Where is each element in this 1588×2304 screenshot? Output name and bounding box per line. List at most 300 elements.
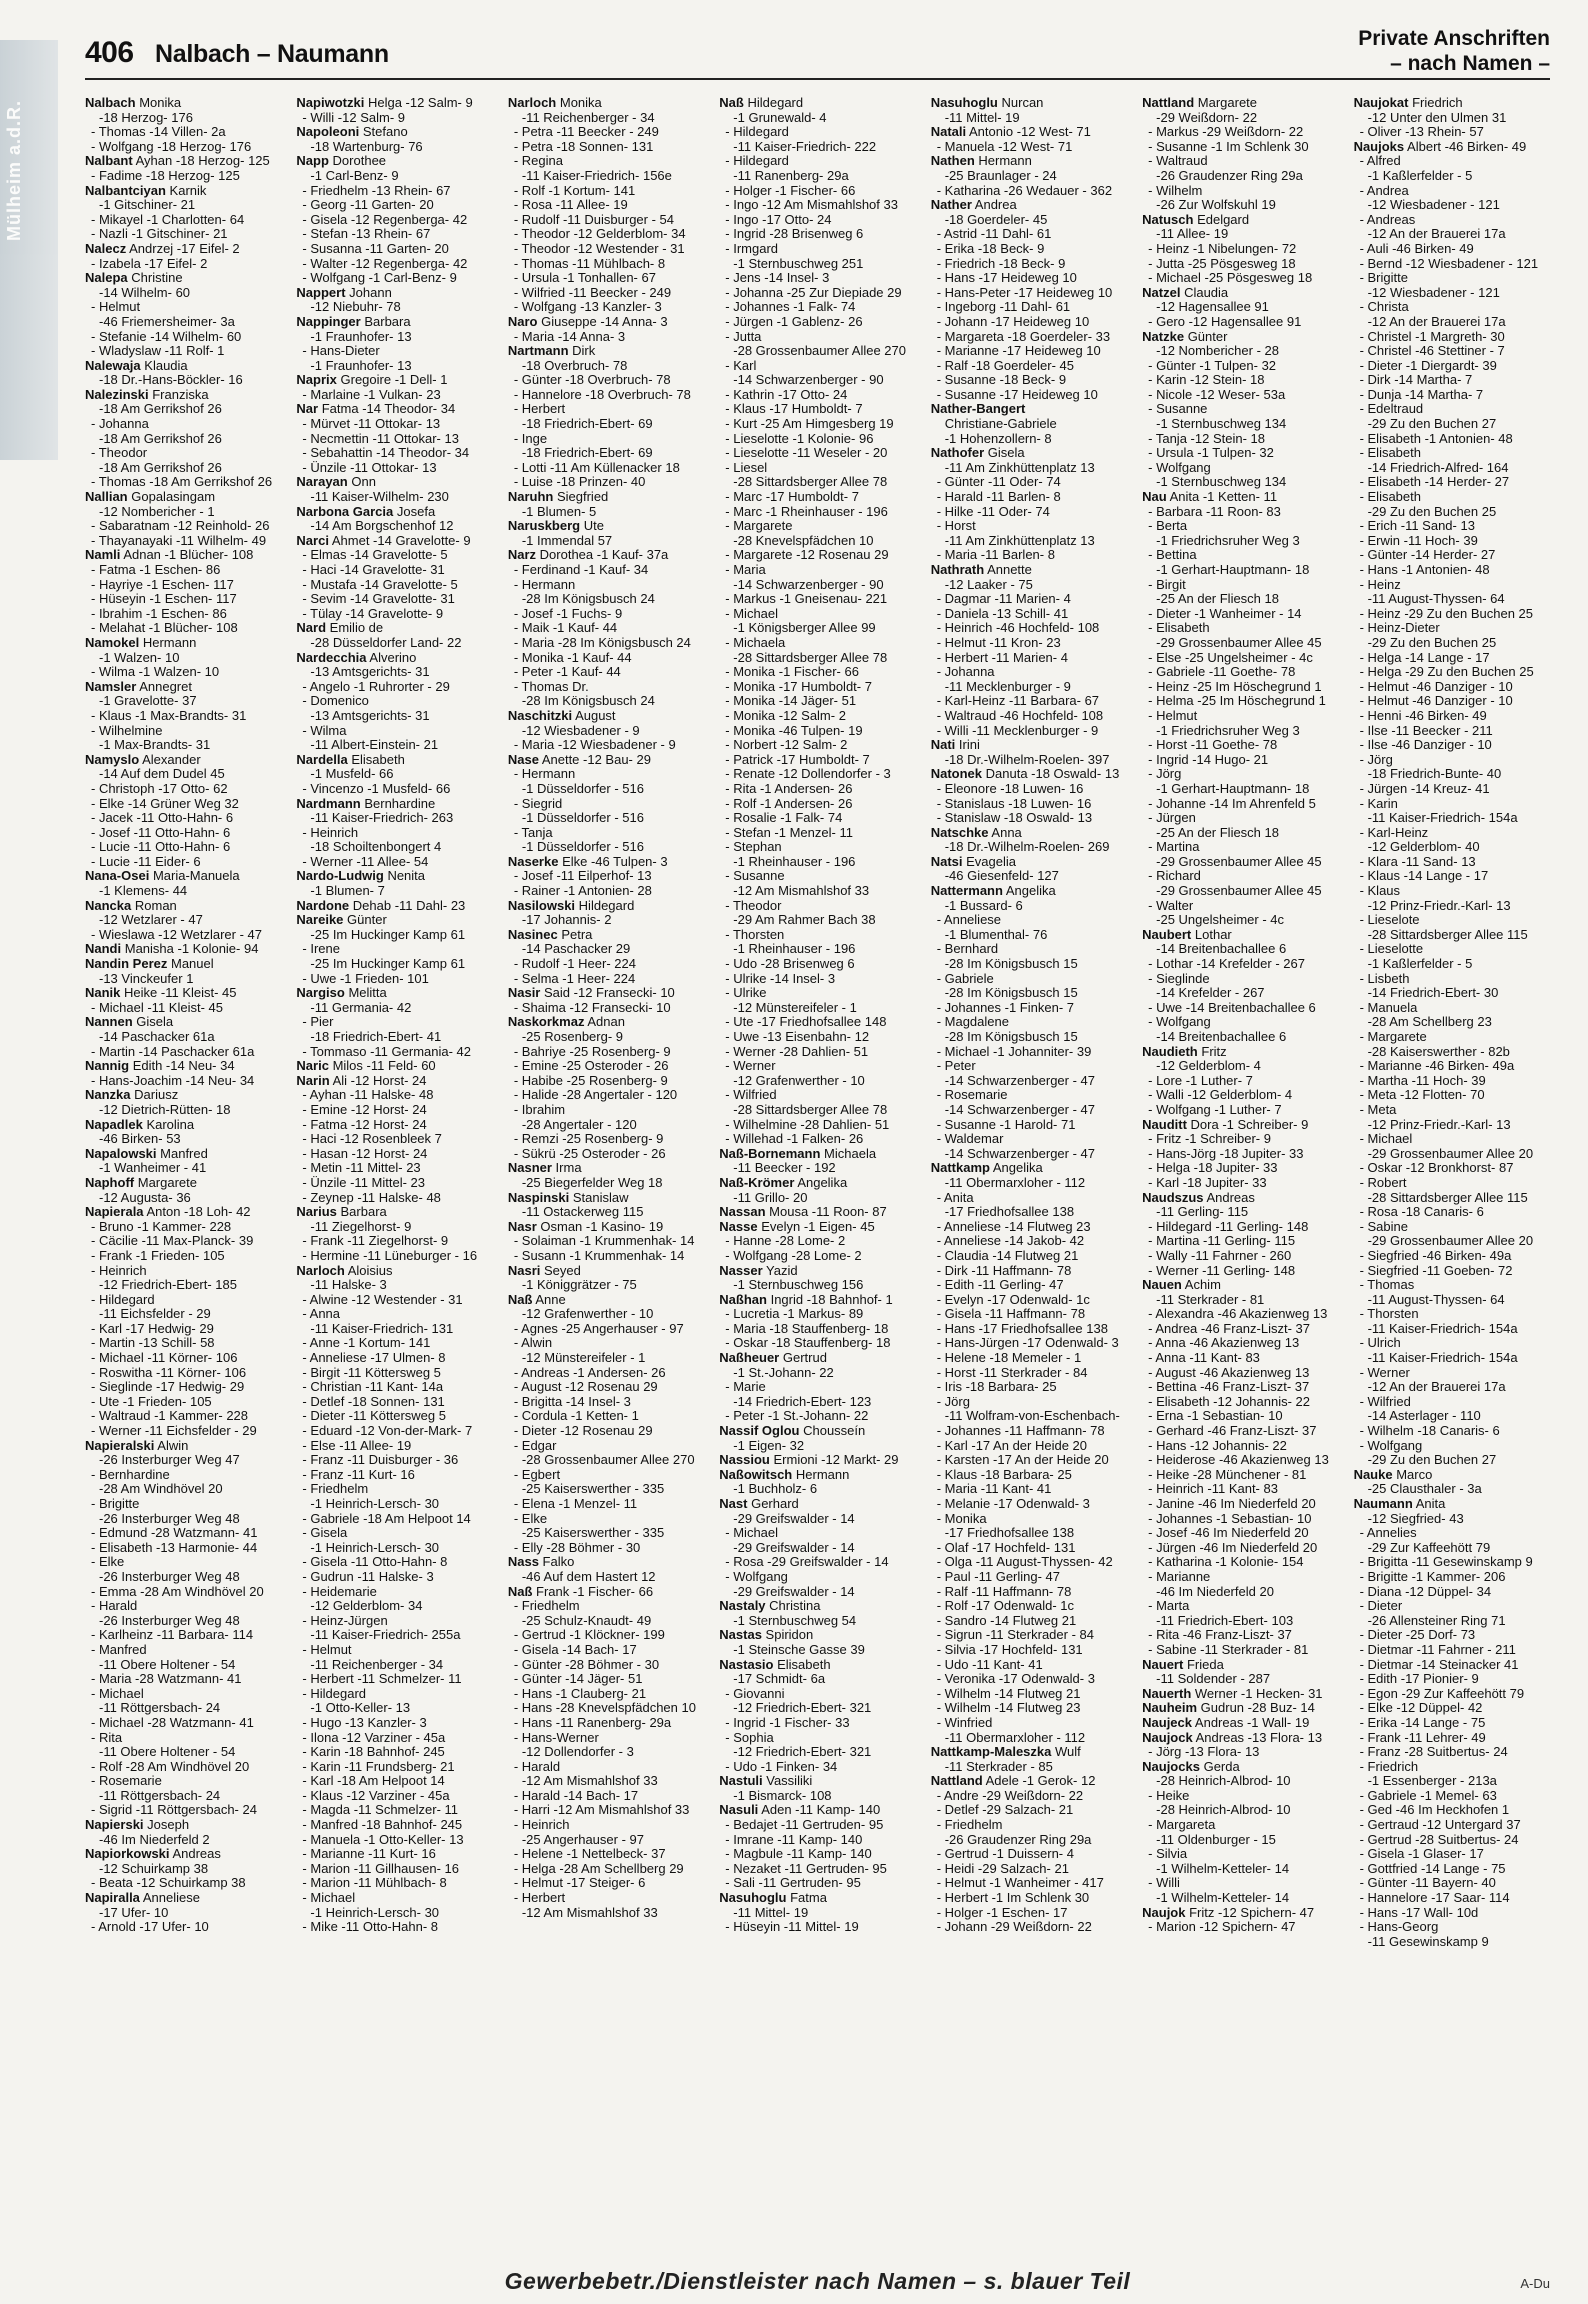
entry-text: - Jörg bbox=[1148, 766, 1182, 782]
entry-text: -28 Im Königsbusch 15 bbox=[944, 956, 1078, 972]
directory-entry-line bbox=[931, 548, 1132, 563]
directory-entry-line bbox=[508, 1599, 709, 1614]
directory-entry-line bbox=[85, 782, 286, 797]
directory-entry-line bbox=[1354, 475, 1555, 490]
directory-entry-line bbox=[719, 1847, 920, 1862]
directory-entry-line bbox=[719, 1555, 920, 1570]
entry-text: - Detlef -18 Sonnen- 131 bbox=[302, 1393, 445, 1409]
directory-entry-line bbox=[296, 1599, 497, 1614]
directory-entry bbox=[931, 826, 1132, 841]
entry-text: - Franz -28 Suitbertus- 24 bbox=[1359, 1744, 1508, 1760]
directory-entry-line bbox=[719, 1716, 920, 1731]
entry-text: - Stanislaw -18 Oswald- 13 bbox=[936, 810, 1093, 826]
directory-entry-line bbox=[508, 402, 709, 417]
surname: Narius bbox=[296, 1204, 337, 1220]
entry-text: - Andrea bbox=[1359, 182, 1409, 198]
entry-text: - Frank -1 Frieden- 105 bbox=[91, 1247, 225, 1263]
directory-entry-line bbox=[1354, 1103, 1555, 1118]
entry-text: -12 Münstereifeler - 1 bbox=[733, 999, 857, 1015]
directory-entry bbox=[508, 1264, 709, 1279]
directory-entry-line bbox=[296, 1643, 497, 1658]
entry-text: Adnan bbox=[587, 1014, 625, 1030]
entry-text: - Werner -11 Allee- 54 bbox=[302, 853, 429, 869]
directory-entry-line bbox=[931, 1176, 1132, 1191]
directory-entry-line bbox=[508, 1205, 709, 1220]
surname: Naujok bbox=[1142, 1904, 1186, 1920]
entry-text: - Ute -1 Frieden- 105 bbox=[91, 1393, 212, 1409]
directory-entry-line bbox=[508, 1774, 709, 1789]
entry-text: Osman -1 Kasino- 19 bbox=[540, 1218, 664, 1234]
entry-text: - Inge bbox=[513, 430, 548, 446]
directory-entry-line bbox=[931, 140, 1132, 155]
entry-text: - Michael bbox=[725, 1525, 779, 1541]
directory-entry-line bbox=[931, 1803, 1132, 1818]
entry-text: Angelika bbox=[992, 1160, 1043, 1176]
entry-text: - Heinz -25 Im Höschegrund 1 bbox=[1148, 678, 1322, 694]
directory-entry-line bbox=[1142, 1876, 1343, 1891]
entry-text: - Karin -18 Bahnhof- 245 bbox=[302, 1744, 445, 1760]
directory-entry-line bbox=[1142, 154, 1343, 169]
directory-entry-line bbox=[1354, 1614, 1555, 1629]
directory-entry bbox=[1142, 928, 1343, 943]
entry-text: - Brigitte bbox=[91, 1496, 140, 1511]
entry-text: - Christel -46 Stettiner - 7 bbox=[1359, 343, 1505, 359]
directory-entry-line bbox=[1142, 1745, 1343, 1760]
entry-text: -12 Grafenwerther - 10 bbox=[733, 1072, 865, 1088]
directory-entry-line bbox=[1354, 884, 1555, 899]
directory-entry bbox=[296, 373, 497, 388]
directory-entry-line bbox=[1142, 621, 1343, 636]
entry-text: -29 Greifswalder - 14 bbox=[733, 1539, 855, 1555]
entry-text: - Kurt -25 Am Himgesberg 19 bbox=[725, 416, 894, 432]
directory-entry bbox=[85, 957, 286, 972]
directory-entry-line bbox=[931, 1424, 1132, 1439]
entry-text: - Lieselotte bbox=[1359, 941, 1424, 957]
entry-text: -29 Greifswalder - 14 bbox=[733, 1583, 855, 1599]
entry-text: -1 Düsseldorfer - 516 bbox=[521, 839, 644, 855]
directory-entry-line bbox=[85, 1833, 286, 1848]
entry-text: Karolina bbox=[146, 1116, 195, 1132]
directory-entry-line bbox=[296, 1555, 497, 1570]
entry-text: - Herbert bbox=[513, 401, 566, 417]
entry-text: - Helmut -46 Danziger - 10 bbox=[1359, 693, 1513, 709]
directory-entry-line bbox=[508, 111, 709, 126]
entry-text: -12 Wiesbadener - 9 bbox=[521, 722, 640, 738]
directory-entry-line bbox=[1354, 1015, 1555, 1030]
directory-entry bbox=[85, 1891, 286, 1906]
surname: Nardone bbox=[296, 897, 350, 913]
entry-text: - Helga -28 Am Schellberg 29 bbox=[513, 1860, 684, 1876]
surname: Nather-Bangert bbox=[930, 401, 1026, 417]
directory-entry-line bbox=[1142, 1336, 1343, 1351]
directory-entry bbox=[931, 446, 1132, 461]
entry-text: - Fadime -18 Herzog- 125 bbox=[91, 167, 240, 183]
directory-entry-line bbox=[1142, 1380, 1343, 1395]
entry-text: -12 Laaker - 75 bbox=[944, 576, 1033, 592]
directory-entry bbox=[719, 1264, 920, 1279]
directory-entry-line bbox=[931, 490, 1132, 505]
entry-text: - Rosemarie bbox=[936, 1087, 1008, 1103]
directory-entry-line bbox=[296, 607, 497, 622]
directory-entry-line bbox=[296, 1803, 497, 1818]
entry-text: -25 Braunlager - 24 bbox=[944, 167, 1057, 183]
directory-entry-line bbox=[931, 271, 1132, 286]
entry-text: - Peter -1 St.-Johann- 22 bbox=[725, 1408, 869, 1424]
entry-text: -12 Friedrich-Ebert- 321 bbox=[733, 1700, 872, 1716]
entry-text: -14 Asterlager - 110 bbox=[1367, 1408, 1481, 1424]
entry-text: -11 Gesewinskamp 9 bbox=[1367, 1933, 1489, 1949]
entry-text: -14 Am Borgschenhof 12 bbox=[310, 518, 454, 534]
entry-text: - Meta bbox=[1359, 1101, 1397, 1117]
directory-entry-line bbox=[1142, 563, 1343, 578]
directory-entry-line bbox=[1354, 1570, 1555, 1585]
directory-entry-line bbox=[508, 1833, 709, 1848]
directory-entry-line bbox=[1354, 1030, 1555, 1045]
surname: Naujokat bbox=[1353, 96, 1409, 110]
directory-entry bbox=[296, 1205, 497, 1220]
section-title bbox=[1358, 26, 1550, 76]
directory-entry-line bbox=[1354, 1395, 1555, 1410]
directory-entry bbox=[1354, 1497, 1555, 1512]
entry-text: - Werner -28 Dahlien- 51 bbox=[725, 1043, 869, 1059]
surname: Nassan bbox=[719, 1204, 766, 1220]
directory-entry-line bbox=[1354, 855, 1555, 870]
entry-text: - Andreas -1 Andersen- 26 bbox=[513, 1364, 666, 1380]
directory-entry-line bbox=[85, 1468, 286, 1483]
entry-text: - Cordula -1 Ketten- 1 bbox=[513, 1408, 639, 1424]
entry-text: -11 Allee- 19 bbox=[1156, 226, 1229, 242]
directory-entry-line bbox=[508, 1526, 709, 1541]
entry-text: - Jürgen -1 Gablenz- 26 bbox=[725, 313, 863, 329]
entry-text: - Wilma -1 Walzen- 10 bbox=[91, 664, 220, 680]
entry-text: - Sabine bbox=[1359, 1218, 1408, 1234]
directory-entry-line bbox=[719, 461, 920, 476]
directory-entry-line bbox=[931, 840, 1132, 855]
directory-entry-line bbox=[508, 738, 709, 753]
directory-entry-line bbox=[508, 1366, 709, 1381]
entry-text: - Silvia -17 Hochfeld- 131 bbox=[936, 1641, 1083, 1657]
directory-entry-line bbox=[85, 1745, 286, 1760]
directory-entry-line bbox=[1142, 942, 1343, 957]
entry-text: - Barbara -11 Roon- 83 bbox=[1148, 503, 1281, 519]
directory-entry-line bbox=[85, 709, 286, 724]
entry-text: - Lucie -11 Otto-Hahn- 6 bbox=[91, 839, 231, 855]
directory-entry-line bbox=[1354, 1059, 1555, 1074]
margin-tab bbox=[0, 40, 58, 460]
entry-text: - Marie bbox=[725, 1379, 766, 1395]
directory-entry-line bbox=[296, 1541, 497, 1556]
entry-text: -12 Friedrich-Ebert- 321 bbox=[733, 1744, 872, 1760]
directory-entry-line bbox=[85, 1220, 286, 1235]
directory-entry-line bbox=[296, 826, 497, 841]
directory-entry bbox=[1142, 1760, 1343, 1775]
directory-entry-line bbox=[508, 1249, 709, 1264]
entry-text: Dirk bbox=[572, 343, 596, 359]
entry-text: - Wolfgang bbox=[725, 1568, 788, 1584]
entry-text: - Werner -11 Eichsfelder - 29 bbox=[91, 1423, 257, 1439]
entry-text: -18 Dr.-Wilhelm-Roelen- 269 bbox=[944, 839, 1110, 855]
entry-text: -12 Prinz-Friedr.-Karl- 13 bbox=[1367, 1116, 1511, 1132]
directory-entry-line bbox=[296, 767, 497, 782]
entry-text: - Anneliese -14 Flutweg 23 bbox=[936, 1218, 1091, 1234]
entry-text: - Susanne bbox=[725, 868, 785, 884]
directory-entry bbox=[931, 1774, 1132, 1789]
entry-text: - Siegfried -11 Goeben- 72 bbox=[1359, 1262, 1513, 1278]
entry-text: -1 Fraunhofer- 13 bbox=[310, 328, 412, 344]
entry-text: - Arnold -17 Ufer- 10 bbox=[91, 1919, 209, 1935]
entry-text: - Monika bbox=[936, 1510, 987, 1526]
directory-entry-line bbox=[931, 1439, 1132, 1454]
directory-entry-line bbox=[931, 1249, 1132, 1264]
surname: Nattland bbox=[1142, 96, 1195, 110]
directory-entry-line bbox=[719, 1059, 920, 1074]
entry-text: -18 Friedrich-Ebert- 69 bbox=[521, 416, 653, 432]
directory-entry-line bbox=[1354, 1234, 1555, 1249]
entry-text: - Wilhelm -14 Flutweg 21 bbox=[936, 1685, 1081, 1701]
directory-entry-line bbox=[931, 1555, 1132, 1570]
entry-text: - Rosa -18 Canaris- 6 bbox=[1359, 1204, 1484, 1220]
entry-text: - Margareta bbox=[1148, 1817, 1216, 1833]
directory-entry-line bbox=[719, 811, 920, 826]
directory-entry-line bbox=[1142, 198, 1343, 213]
entry-text: - Theodor bbox=[91, 445, 148, 461]
entry-text: - Hasan -12 Horst- 24 bbox=[302, 1145, 428, 1161]
entry-text: - Thorsten bbox=[725, 926, 785, 942]
entry-text: -46 Friemersheimer- 3a bbox=[99, 313, 235, 329]
directory-entry-line bbox=[931, 1920, 1132, 1935]
directory-entry-line bbox=[719, 607, 920, 622]
entry-text: Seyed bbox=[544, 1262, 581, 1278]
directory-entry-line bbox=[719, 884, 920, 899]
directory-entry-line bbox=[719, 563, 920, 578]
surname: Nast bbox=[719, 1496, 748, 1511]
entry-text: -12 Wetzlarer - 47 bbox=[99, 912, 203, 928]
entry-text: - Elisabeth bbox=[1359, 489, 1421, 505]
directory-entry-line bbox=[719, 913, 920, 928]
entry-text: -1 Düsseldorfer - 516 bbox=[521, 810, 644, 826]
directory-entry-line bbox=[85, 855, 286, 870]
directory-entry-line bbox=[1142, 432, 1343, 447]
entry-text: -11 Wolfram-von-Eschenbach- bbox=[944, 1408, 1120, 1424]
entry-text: - Nicole -12 Weser- 53a bbox=[1148, 386, 1286, 402]
directory-entry-line bbox=[1354, 1658, 1555, 1673]
directory-entry-line bbox=[1354, 1847, 1555, 1862]
surname: Naruhn bbox=[507, 489, 554, 505]
entry-text: - Irene bbox=[302, 941, 340, 957]
entry-text: - Maria -12 Wiesbadener - 9 bbox=[513, 737, 676, 753]
entry-text: - Sevim -14 Gravelotte- 31 bbox=[302, 591, 455, 607]
entry-text: -25 An der Fliesch 18 bbox=[1156, 824, 1279, 840]
entry-text: -18 Wartenburg- 76 bbox=[310, 138, 423, 154]
entry-text: -1 Gitschiner- 21 bbox=[99, 197, 196, 213]
directory-entry-line bbox=[719, 1512, 920, 1527]
directory-entry-line bbox=[1354, 1293, 1555, 1308]
directory-entry-line bbox=[1142, 519, 1343, 534]
directory-entry-line bbox=[931, 505, 1132, 520]
directory-entry bbox=[85, 1059, 286, 1074]
directory-entry-line bbox=[719, 519, 920, 534]
entry-text: - Willi -11 Mecklenburger - 9 bbox=[936, 722, 1099, 738]
directory-entry-line bbox=[508, 1482, 709, 1497]
entry-text: - Helga -14 Lange - 17 bbox=[1359, 649, 1490, 665]
directory-entry-line bbox=[296, 242, 497, 257]
directory-entry-line bbox=[85, 1234, 286, 1249]
entry-text: - Holger -1 Fischer- 66 bbox=[725, 182, 856, 198]
directory-entry-line bbox=[85, 111, 286, 126]
entry-text: -14 Breitenbachallee 6 bbox=[1156, 1029, 1287, 1044]
directory-entry bbox=[85, 1818, 286, 1833]
directory-entry-line bbox=[296, 213, 497, 228]
entry-text: - Günter -11 Bayern- 40 bbox=[1359, 1875, 1496, 1891]
entry-text: - Wolfgang bbox=[1359, 1437, 1423, 1453]
directory-entry-line bbox=[296, 1745, 497, 1760]
entry-text: - Elmas -14 Gravelotte- 5 bbox=[302, 547, 448, 563]
entry-text: -1 Hohenzollern- 8 bbox=[944, 430, 1052, 446]
directory-entry-line bbox=[931, 680, 1132, 695]
entry-text: - Jutta bbox=[725, 328, 762, 344]
directory-entry-line bbox=[508, 578, 709, 593]
directory-entry bbox=[508, 1585, 709, 1600]
entry-text: - Ünzile -11 Ottokar- 13 bbox=[302, 459, 437, 475]
entry-text: - Emine -12 Horst- 24 bbox=[302, 1101, 427, 1117]
directory-entry-line bbox=[1354, 782, 1555, 797]
entry-text: - Elke -12 Düppel- 42 bbox=[1359, 1700, 1483, 1716]
entry-text: -14 Schwarzenberger - 47 bbox=[944, 1145, 1096, 1161]
directory-entry-line bbox=[508, 1512, 709, 1527]
directory-entry-line bbox=[1142, 1220, 1343, 1235]
directory-entry-line bbox=[931, 1789, 1132, 1804]
directory-entry-line bbox=[85, 1249, 286, 1264]
entry-text: - Uwe -13 Eisenbahn- 12 bbox=[725, 1029, 870, 1044]
directory-entry-line bbox=[931, 665, 1132, 680]
entry-text: Ali -12 Horst- 24 bbox=[332, 1072, 427, 1088]
entry-text: - Harri -12 Am Mismahlshof 33 bbox=[513, 1802, 690, 1818]
entry-text: - Christa bbox=[1359, 299, 1409, 315]
entry-text: -13 Amtsgerichts- 31 bbox=[310, 664, 430, 680]
directory-entry-line bbox=[85, 972, 286, 987]
directory-entry-line bbox=[1142, 1643, 1343, 1658]
entry-text: - Gabriele bbox=[936, 970, 994, 986]
directory-entry bbox=[296, 286, 497, 301]
directory-entry-line bbox=[719, 271, 920, 286]
entry-text: Vassiliki bbox=[766, 1773, 813, 1789]
entry-text: - Michael -25 Pösgesweg 18 bbox=[1148, 270, 1313, 286]
directory-entry-line bbox=[85, 884, 286, 899]
directory-entry bbox=[296, 1264, 497, 1279]
entry-text: - Jürgen -14 Kreuz- 41 bbox=[1359, 780, 1490, 796]
directory-entry-line bbox=[85, 607, 286, 622]
entry-text: - Ingrid -14 Hugo- 21 bbox=[1148, 751, 1269, 767]
surname: Napierski bbox=[85, 1817, 144, 1833]
entry-text: - Hildegard -11 Gerling- 148 bbox=[1148, 1218, 1309, 1234]
entry-text: -12 Wiesbadener - 121 bbox=[1367, 197, 1500, 213]
footer-code: A-Du bbox=[1520, 2276, 1550, 2291]
directory-entry-line bbox=[296, 1088, 497, 1103]
entry-text: - Johanna bbox=[936, 664, 995, 680]
entry-text: -11 Beecker - 192 bbox=[733, 1160, 836, 1176]
directory-entry-line bbox=[1142, 1366, 1343, 1381]
entry-text: - Detlef -29 Salzach- 21 bbox=[936, 1802, 1074, 1818]
directory-entry-line bbox=[296, 417, 497, 432]
directory-entry-line bbox=[1354, 1482, 1555, 1497]
entry-text: -1 Immendal 57 bbox=[521, 532, 613, 548]
entry-text: -1 Otto-Keller- 13 bbox=[310, 1700, 411, 1716]
entry-text: Melitta bbox=[348, 985, 387, 1001]
entry-text: - Jürgen -46 Im Niederfeld 20 bbox=[1148, 1539, 1318, 1555]
directory-entry bbox=[508, 986, 709, 1001]
entry-text: - Monika -17 Humboldt- 7 bbox=[725, 678, 872, 694]
directory-entry-line bbox=[719, 1380, 920, 1395]
directory-entry-line bbox=[931, 461, 1132, 476]
entry-text: - Lieselote bbox=[1359, 912, 1420, 928]
entry-text: -11 Sterkrader - 81 bbox=[1156, 1291, 1265, 1307]
surname: Naprix bbox=[296, 372, 337, 388]
entry-text: - Hans-Peter -17 Heideweg 10 bbox=[936, 284, 1113, 300]
entry-text: - Gero -12 Hagensallee 91 bbox=[1148, 313, 1302, 329]
directory-entry-line bbox=[719, 855, 920, 870]
entry-text: -1 Eigen- 32 bbox=[733, 1437, 805, 1453]
entry-text: - Karl -17 An der Heide 20 bbox=[936, 1437, 1088, 1453]
directory-entry-line bbox=[296, 884, 497, 899]
directory-entry-line bbox=[508, 1147, 709, 1162]
entry-text: - Astrid -11 Dahl- 61 bbox=[936, 226, 1052, 242]
directory-entry-line bbox=[931, 592, 1132, 607]
directory-entry-line bbox=[1354, 1249, 1555, 1264]
directory-entry-line bbox=[931, 1570, 1132, 1585]
entry-text: - Monika -14 Jäger- 51 bbox=[725, 693, 857, 709]
directory-entry-line bbox=[508, 1716, 709, 1731]
directory-entry-line bbox=[1354, 1585, 1555, 1600]
surname: Narz bbox=[507, 547, 537, 563]
directory-entry-line bbox=[296, 592, 497, 607]
entry-text: - Günter -1 Tulpen- 32 bbox=[1148, 357, 1277, 373]
entry-text: -25 Biegerfelder Weg 18 bbox=[521, 1174, 663, 1190]
entry-text: - Hayriye -1 Eschen- 117 bbox=[91, 576, 234, 592]
directory-entry-line bbox=[1354, 724, 1555, 739]
entry-text: -25 Im Huckinger Kamp 61 bbox=[310, 956, 466, 972]
entry-text: - Horst bbox=[936, 518, 976, 534]
directory-entry-line bbox=[1354, 271, 1555, 286]
directory-entry-line bbox=[296, 855, 497, 870]
directory-entry-line bbox=[85, 1453, 286, 1468]
directory-entry-line bbox=[1142, 1512, 1343, 1527]
entry-text: - Haci -14 Gravelotte- 31 bbox=[302, 562, 445, 577]
entry-text: - Claudia -14 Flutweg 21 bbox=[936, 1247, 1079, 1263]
entry-text: -12 Dollendorfer - 3 bbox=[521, 1744, 634, 1760]
directory-entry-line bbox=[1142, 986, 1343, 1001]
entry-text: Dorothea -1 Kauf- 37a bbox=[539, 547, 669, 563]
directory-entry-line bbox=[1142, 417, 1343, 432]
entry-text: Alwin bbox=[157, 1437, 189, 1453]
entry-text: - Karsten -17 An der Heide 20 bbox=[936, 1452, 1109, 1468]
directory-entry-line bbox=[719, 1439, 920, 1454]
entry-text: - Lotti -11 Am Küllenacker 18 bbox=[513, 459, 680, 475]
directory-entry-line bbox=[1354, 286, 1555, 301]
entry-text: -11 Kaiser-Wilhelm- 230 bbox=[310, 489, 449, 505]
entry-text: - Susanne bbox=[1148, 401, 1208, 417]
entry-text: - Dagmar -11 Marien- 4 bbox=[936, 591, 1071, 607]
directory-entry-line bbox=[296, 1030, 497, 1045]
directory-entry-line bbox=[85, 534, 286, 549]
entry-text: -46 Giesenfeld- 127 bbox=[944, 868, 1059, 884]
directory-entry-line bbox=[85, 257, 286, 272]
entry-text: - Meta -12 Flotten- 70 bbox=[1359, 1087, 1485, 1103]
directory-entry bbox=[1354, 1468, 1555, 1483]
entry-text: -11 Kaiser-Friedrich- 154a bbox=[1367, 1320, 1518, 1336]
directory-entry-line bbox=[508, 1307, 709, 1322]
entry-text: - Rosa -11 Allee- 19 bbox=[513, 197, 628, 213]
directory-entry-line bbox=[508, 913, 709, 928]
